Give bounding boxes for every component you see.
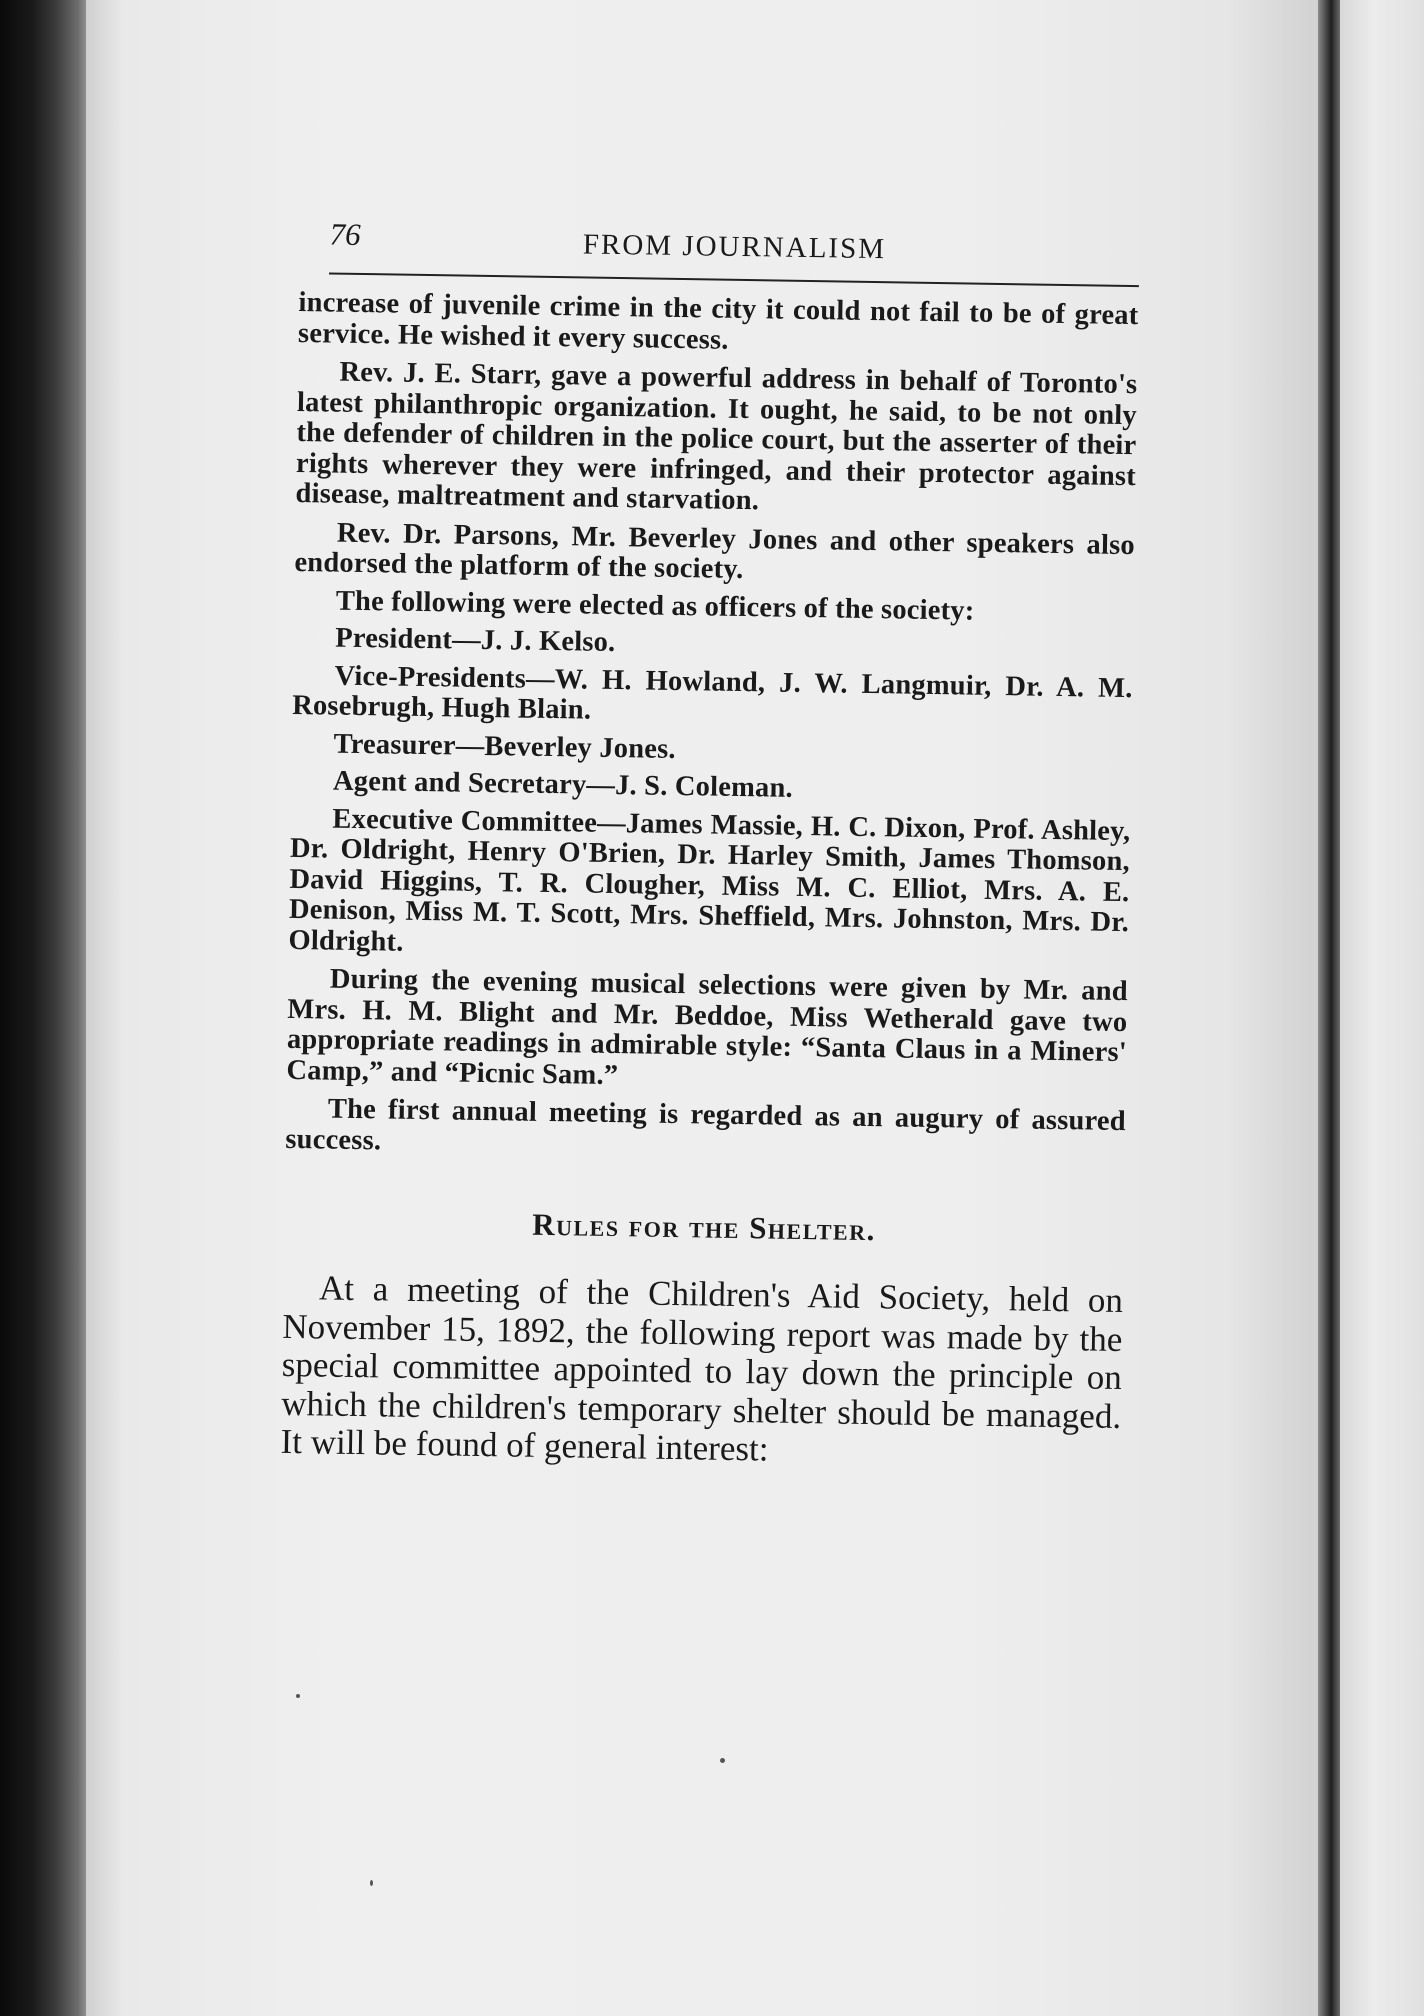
paragraph-starr-address: Rev. J. E. Starr, gave a powerful address in behalf of Toronto's latest philanthropic organization. It ought, he said, to be not only the defender of children in the police court, but the asserter of their rights wherever they were infringed, and their protector against disease, maltreatment and starvation.: [295, 356, 1138, 517]
paragraph-annual-meeting: The first annual meeting is regarded as an augury of assured success.: [285, 1093, 1127, 1156]
article-body: [285, 288, 1139, 1168]
paragraph-shelter-rules: At a meeting of the Children's Aid Society, held on November 15, 1892, the following report was made by the special committee appointed to lay down the principle on which the children's temporary shelter should be managed. It will be found of general interest:: [280, 1268, 1124, 1469]
section-body: [280, 1269, 1123, 1475]
page-speck: [296, 1694, 300, 1698]
paragraph-juvenile-crime: increase of juvenile crime in the city it could not fail to be of great service. He wished it every success.: [297, 286, 1139, 356]
running-head: [329, 210, 1140, 287]
officer-treasurer: Treasurer—Beverley Jones.: [333, 728, 676, 765]
executive-committee: Executive Committee—James Massie, H. C. Dixon, Prof. Ashley, Dr. Oldright, Henry O'Brien, Dr. Harley Smith, James Thomson, David Higgins, T. R. Clougher, Miss M. C. Elliot, Mrs. A. E. Denison, Miss M. T. Scott, Mrs. Sheffield, Mrs. Johnston, Mrs. Dr. Oldright.: [288, 803, 1131, 958]
page-speck: [370, 1880, 373, 1886]
book-binding-edge: [0, 0, 92, 2016]
section-heading: Rules for the Shelter.: [531, 1206, 877, 1248]
page-text-block: [280, 210, 1140, 1475]
book-gutter: [1318, 0, 1340, 2016]
paragraph-parsons: Rev. Dr. Parsons, Mr. Beverley Jones and other speakers also endorsed the platform of the society.: [294, 517, 1136, 586]
facing-page-edge: [1340, 0, 1424, 2016]
page-speck: [720, 1758, 725, 1763]
officer-agent-secretary: Agent and Secretary—J. S. Coleman.: [332, 765, 794, 804]
page-number: 76: [329, 216, 361, 252]
officer-president: President—J. J. Kelso.: [335, 622, 616, 659]
paragraph-musical-selections: During the evening musical selections were given by Mr. and Mrs. H. M. Blight and Mr. Beddoe, Miss Wetherald gave two appropriate readings in admirable style: “Santa Claus in a Miners' Camp,” and “Picnic Sam.”: [286, 963, 1129, 1091]
running-title: FROM JOURNALISM: [582, 228, 887, 266]
officer-vice-presidents: Vice-Presidents—W. H. Howland, J. W. Langmuir, Dr. A. M. Rosebrugh, Hugh Blain.: [291, 660, 1133, 726]
paragraph-officers-intro: The following were elected as officers of the society:: [335, 585, 975, 627]
